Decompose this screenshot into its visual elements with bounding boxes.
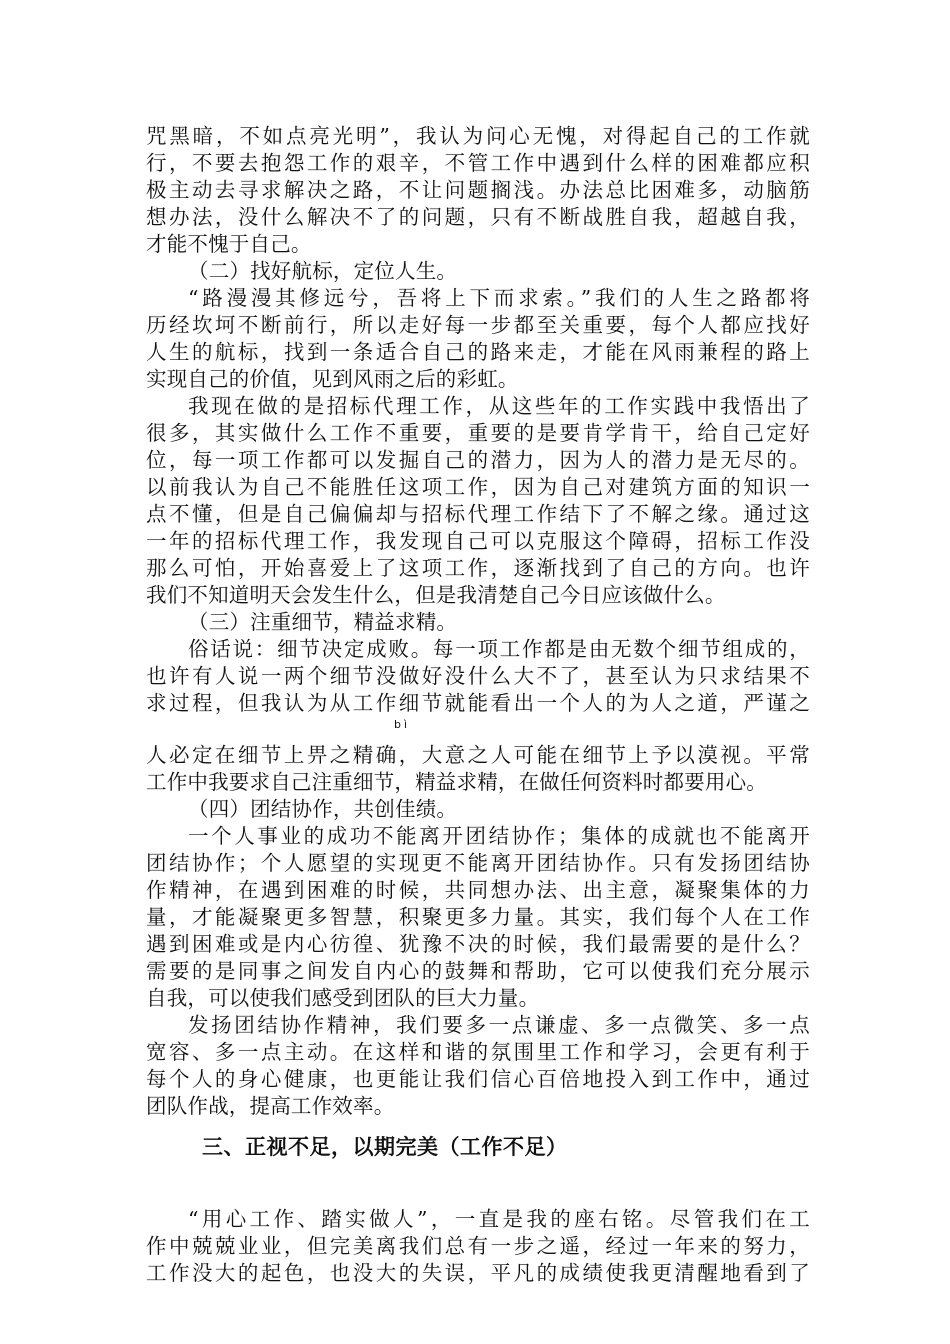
text-line: 宽容、多一点主动。在这样和谐的氛围里工作和学习，会更有利于 bbox=[146, 1040, 810, 1064]
paragraph bbox=[146, 1012, 810, 1120]
paragraph bbox=[146, 123, 810, 258]
text-line: 极主动去寻求解决之路，不让问题搁浅。办法总比困难多，动脑筋 bbox=[146, 178, 810, 202]
document-body bbox=[146, 123, 810, 1287]
text-line: 工作中我要求自己注重细节，精益求精，在做任何资料时都要用心。 bbox=[146, 770, 767, 794]
text-line: 团队作战，提高工作效率。 bbox=[146, 1094, 395, 1118]
text-line: 才能不愧于自己。 bbox=[146, 232, 312, 256]
paragraph bbox=[146, 636, 810, 796]
text-line: 那么可怕，开始喜爱上了这项工作，逐渐找到了自己的方向。也许 bbox=[146, 556, 810, 580]
paragraph bbox=[146, 285, 810, 393]
text-line: 点不懂，但是自己偏偏却与招标代理工作结下了不解之缘。通过这 bbox=[146, 502, 810, 526]
text-line: 也许有人说一两个细节没做好没什么大不了，甚至认为只求结果不 bbox=[146, 664, 810, 688]
paragraph bbox=[146, 393, 810, 609]
text-line: “路漫漫其修远兮，吾将上下而求索。”我们的人生之路都将 bbox=[188, 286, 810, 310]
text-line: 遇到困难或是内心彷徨、犹豫不决的时候，我们最需要的是什么？ bbox=[146, 932, 810, 956]
text-line: 俗话说：细节决定成败。每一项工作都是由无数个细节组成的， bbox=[188, 637, 810, 661]
text-line: 需要的是同事之间发自内心的鼓舞和帮助，它可以使我们充分展示 bbox=[146, 959, 810, 983]
text-line: 一年的招标代理工作，我发现自己可以克服这个障碍，招标工作没 bbox=[146, 529, 810, 553]
text-line: 很多，其实做什么工作不重要，重要的是要肯学肯干，给自己定好 bbox=[146, 421, 810, 445]
text-line: 人必定在细节上畀之精确，大意之人可能在细节上予以漠视。平常 bbox=[146, 743, 810, 767]
paragraph bbox=[146, 823, 810, 1012]
text-line: 人生的航标，找到一条适合自己的路来走，才能在风雨兼程的路上 bbox=[146, 340, 810, 364]
subheading: （三）注重细节，精益求精。 bbox=[188, 610, 458, 634]
text-line: 工作没大的起色，也没大的失误，平凡的成绩使我更清醒地看到了 bbox=[146, 1261, 810, 1285]
text-line: 以前我认为自己不能胜任这项工作，因为自己对建筑方面的知识一 bbox=[146, 475, 810, 499]
text-line: 咒黑暗，不如点亮光明”，我认为问心无愧，对得起自己的工作就 bbox=[146, 124, 810, 148]
text-line: 每个人的身心健康，也更能让我们信心百倍地投入到工作中，通过 bbox=[146, 1067, 810, 1091]
text-line: 作精神，在遇到困难的时候，共同想办法、出主意，凝聚集体的力 bbox=[146, 878, 810, 902]
text-line: 求过程，但我认为从工作细节就能看出一个人的为人之道，严谨之 bbox=[146, 691, 810, 715]
text-line: 位，每一项工作都可以发掘自己的潜力，因为人的潜力是无尽的。 bbox=[146, 448, 810, 472]
text-line: 自我，可以使我们感受到团队的巨大力量。 bbox=[146, 986, 540, 1010]
text-line: 想办法，没什么解决不了的问题，只有不断战胜自我，超越自我， bbox=[146, 205, 810, 229]
text-line: 行，不要去抱怨工作的艰辛，不管工作中遇到什么样的困难都应积 bbox=[146, 151, 810, 175]
text-line: 一个人事业的成功不能离开团结协作；集体的成就也不能离开 bbox=[188, 824, 810, 848]
section-heading: 三、正视不足，以期完美（工作不足） bbox=[202, 1135, 568, 1159]
text-line: 我们不知道明天会发生什么，但是我清楚自己今日应该做什么。 bbox=[146, 583, 726, 607]
text-line: 团结协作；个人愿望的实现更不能离开团结协作。只有发扬团结协 bbox=[146, 851, 810, 875]
subheading: （四）团结协作，共创佳绩。 bbox=[188, 797, 458, 821]
text-line: 量，才能凝聚更多智慧，积聚更多力量。其实，我们每个人在工作 bbox=[146, 905, 810, 929]
text-line: 实现自己的价值，见到风雨之后的彩虹。 bbox=[146, 367, 519, 391]
text-line: 我现在做的是招标代理工作，从这些年的工作实践中我悟出了 bbox=[188, 394, 810, 418]
subheading: （二）找好航标，定位人生。 bbox=[188, 259, 458, 283]
text-line: 历经坎坷不断前行，所以走好每一步都至关重要，每个人都应找好 bbox=[146, 313, 810, 337]
paragraph bbox=[146, 1206, 810, 1287]
text-line: “用心工作、踏实做人”，一直是我的座右铭。尽管我们在工 bbox=[188, 1207, 810, 1231]
text-line: 作中兢兢业业，但完美离我们总有一步之遥，经过一年来的努力， bbox=[146, 1234, 810, 1258]
text-line: 发扬团结协作精神，我们要多一点谦虚、多一点微笑、多一点 bbox=[188, 1013, 810, 1037]
pinyin-annotation: bì bbox=[394, 718, 411, 731]
ruby-text-line bbox=[146, 717, 810, 769]
